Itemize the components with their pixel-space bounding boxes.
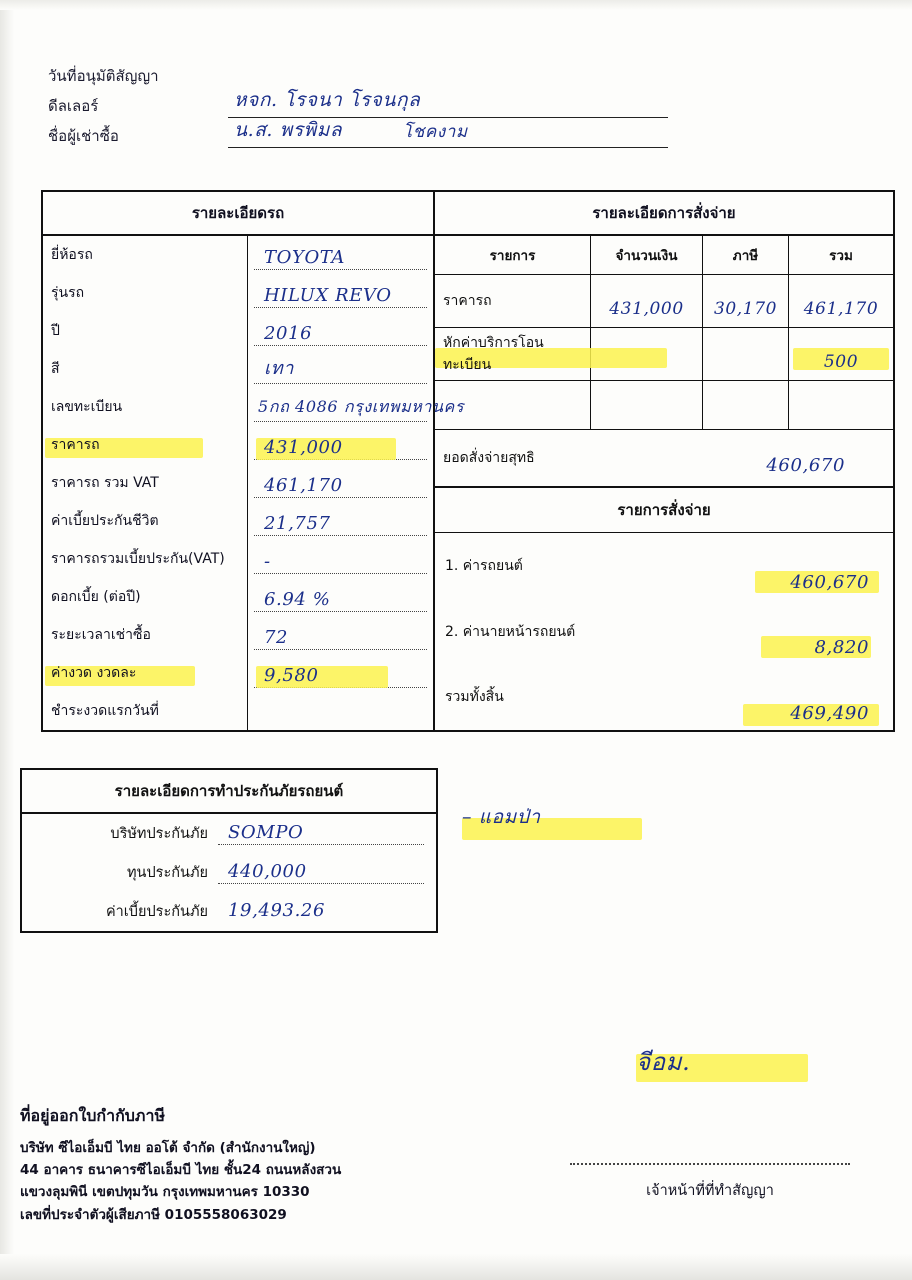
header-value-lessee-lastname: โชคงาม bbox=[403, 122, 468, 142]
table-row bbox=[43, 236, 433, 274]
payout-table-header bbox=[435, 236, 893, 275]
row-value-cell[interactable] bbox=[247, 236, 433, 274]
cell-item-label: หักค่าบริการโอนทะเบียน bbox=[443, 335, 544, 373]
table-row bbox=[43, 578, 433, 616]
table-row bbox=[43, 540, 433, 578]
column-header-amount: จำนวนเงิน bbox=[591, 236, 703, 274]
row-label: ดอกเบี้ย (ต่อปี) bbox=[51, 589, 141, 605]
table-row bbox=[43, 502, 433, 540]
row-value: SOMPO bbox=[228, 822, 304, 843]
cell-vat[interactable] bbox=[703, 275, 789, 327]
cell-total-value: 461,170 bbox=[803, 299, 879, 319]
row-value-cell[interactable] bbox=[218, 853, 436, 892]
row-value: TOYOTA bbox=[264, 247, 346, 268]
list-item bbox=[435, 533, 893, 599]
car-details-rows bbox=[43, 236, 465, 730]
annotation-text: จีอม. bbox=[636, 1048, 691, 1076]
net-payout-label: ยอดสั่งจ่ายสุทธิ bbox=[443, 450, 535, 466]
table-row bbox=[43, 274, 433, 312]
footer-line: บริษัท ซีไอเอ็มบี ไทย ออโต้ จำกัด (สำนักงานใหญ่) bbox=[20, 1139, 316, 1156]
dotted-line bbox=[254, 345, 427, 346]
annotation-note bbox=[462, 802, 648, 832]
column-header-vat: ภาษี bbox=[703, 236, 789, 274]
table-row bbox=[43, 692, 433, 730]
header-row-approval-date bbox=[48, 58, 668, 88]
table-row bbox=[43, 426, 433, 464]
row-label: ราคารถ รวม VAT bbox=[51, 475, 159, 491]
dotted-line bbox=[254, 573, 427, 574]
row-value-cell[interactable] bbox=[247, 578, 433, 616]
row-value-cell[interactable] bbox=[247, 426, 433, 464]
signature-line[interactable] bbox=[570, 1162, 850, 1165]
cell-vat bbox=[703, 381, 789, 429]
payout-details-title: รายละเอียดการสั่งจ่าย bbox=[435, 192, 893, 236]
car-details-title: รายละเอียดรถ bbox=[43, 192, 433, 236]
annotation-signature-note bbox=[636, 1042, 816, 1081]
row-value-cell[interactable] bbox=[247, 540, 433, 578]
cell-amount-value: 431,000 bbox=[609, 299, 684, 319]
footer-title: ที่อยู่ออกใบกำกับภาษี bbox=[20, 1105, 165, 1125]
row-label: ระยะเวลาเช่าซื้อ bbox=[51, 627, 151, 643]
row-label: บริษัทประกันภัย bbox=[110, 826, 208, 842]
table-row bbox=[435, 328, 893, 381]
payout-details-pane bbox=[435, 192, 893, 730]
column-header-total: รวม bbox=[829, 248, 853, 264]
dotted-line bbox=[254, 269, 427, 270]
table-row bbox=[22, 853, 436, 892]
row-value-cell[interactable] bbox=[218, 814, 436, 853]
cell-vat-value: 30,170 bbox=[713, 299, 778, 319]
dotted-line bbox=[254, 497, 427, 498]
header-label-lessee-name: ชื่อผู้เช่าซื้อ bbox=[48, 127, 119, 145]
signature-block bbox=[560, 1162, 860, 1202]
row-label: สี bbox=[51, 361, 60, 377]
row-label: ค่าเบี้ยประกันภัย bbox=[105, 904, 208, 920]
row-value: 19,493.26 bbox=[228, 900, 326, 921]
header-value-dealer: หจก. โรจนา โรจนกุล bbox=[234, 89, 421, 111]
paper-edge-left bbox=[0, 0, 14, 1280]
payout-item-value: 8,820 bbox=[814, 637, 869, 659]
row-value-cell[interactable] bbox=[247, 502, 433, 540]
dotted-line bbox=[254, 421, 427, 422]
cell-item bbox=[435, 328, 591, 380]
table-row bbox=[43, 616, 433, 654]
dotted-line bbox=[254, 307, 427, 308]
footer-line: แขวงลุมพินี เขตปทุมวัน กรุงเทพมหานคร 10330 bbox=[20, 1184, 310, 1201]
table-row bbox=[43, 464, 433, 502]
cell-total[interactable] bbox=[789, 328, 893, 380]
row-value-cell[interactable] bbox=[247, 312, 433, 350]
row-value: 6.94 % bbox=[264, 589, 331, 610]
table-row bbox=[22, 814, 436, 853]
cell-amount bbox=[591, 381, 703, 429]
row-value: - bbox=[264, 551, 271, 572]
row-value: 461,170 bbox=[264, 475, 343, 496]
row-label: ค่าเบี้ยประกันชีวิต bbox=[51, 513, 159, 529]
dotted-line bbox=[218, 883, 424, 884]
payout-list-title: รายการสั่งจ่าย bbox=[435, 488, 893, 533]
row-label: ทุนประกันภัย bbox=[127, 865, 208, 881]
payout-item-label: รวมทั้งสิ้น bbox=[445, 689, 504, 706]
payout-item-label: 1. ค่ารถยนต์ bbox=[445, 557, 523, 574]
row-value: 72 bbox=[264, 627, 289, 648]
row-value: HILUX REVO bbox=[264, 285, 392, 306]
net-payout-value: 460,670 bbox=[766, 455, 845, 476]
payout-item-label: 2. ค่านายหน้ารถยนต์ bbox=[445, 623, 576, 640]
row-label: เลขทะเบียน bbox=[51, 399, 123, 415]
row-value: 9,580 bbox=[264, 665, 319, 686]
cell-total bbox=[789, 381, 893, 429]
row-value: 5กถ 4086 กรุงเทพมหานคร bbox=[258, 397, 465, 416]
table-row bbox=[43, 350, 433, 388]
row-value: เทา bbox=[264, 358, 294, 379]
net-payout-row bbox=[435, 430, 893, 488]
paper-edge-top bbox=[0, 0, 912, 10]
header-row-dealer bbox=[48, 88, 668, 118]
header-block bbox=[48, 58, 668, 148]
payout-list bbox=[435, 533, 893, 730]
footer-address-block bbox=[20, 1104, 450, 1226]
cell-item-label: ราคารถ bbox=[443, 293, 492, 309]
row-label: ราคารถรวมเบี้ยประกัน(VAT) bbox=[51, 551, 225, 567]
row-label: ยี่ห้อรถ bbox=[51, 247, 93, 263]
cell-total-value: 500 bbox=[823, 352, 859, 372]
row-value-cell[interactable] bbox=[247, 350, 433, 388]
dotted-line bbox=[218, 844, 424, 845]
payout-item-value: 460,670 bbox=[790, 571, 869, 593]
row-value-cell[interactable] bbox=[218, 892, 436, 931]
header-field-lessee-name[interactable] bbox=[228, 119, 668, 148]
list-item bbox=[435, 599, 893, 665]
main-table bbox=[41, 190, 895, 732]
payout-item-value: 469,490 bbox=[790, 703, 869, 725]
row-value-cell[interactable] bbox=[247, 616, 433, 654]
table-row bbox=[435, 275, 893, 328]
dotted-line bbox=[254, 649, 427, 650]
footer-line: 44 อาคาร ธนาคารซีไอเอ็มบี ไทย ชั้น24 ถนนหลังสวน bbox=[20, 1162, 342, 1179]
header-rule-lessee-name bbox=[228, 147, 668, 148]
header-label-approval-date: วันที่อนุมัติสัญญา bbox=[48, 67, 159, 85]
table-row bbox=[43, 388, 465, 426]
cell-total[interactable] bbox=[789, 275, 893, 327]
table-row bbox=[43, 312, 433, 350]
annotation-text: – แอมป่า bbox=[462, 806, 541, 828]
row-value: 431,000 bbox=[264, 437, 343, 458]
car-details-pane bbox=[43, 192, 465, 730]
signature-caption: เจ้าหน้าที่ที่ทำสัญญา bbox=[646, 1183, 774, 1199]
insurance-title: รายละเอียดการทำประกันภัยรถยนต์ bbox=[22, 770, 436, 814]
row-value-cell[interactable] bbox=[247, 464, 433, 502]
table-row bbox=[22, 892, 436, 931]
row-value: 21,757 bbox=[264, 513, 331, 534]
dotted-line bbox=[254, 535, 427, 536]
row-value: 440,000 bbox=[228, 861, 307, 882]
row-label: ชำระงวดแรกวันที่ bbox=[51, 703, 159, 719]
row-value-cell[interactable] bbox=[247, 692, 433, 730]
paper-edge-bottom bbox=[0, 1254, 912, 1280]
cell-amount[interactable] bbox=[591, 275, 703, 327]
table-row-empty bbox=[435, 381, 893, 430]
row-value: 2016 bbox=[264, 323, 313, 344]
list-item bbox=[435, 664, 893, 730]
header-row-lessee-name bbox=[48, 118, 668, 148]
column-header-item: รายการ bbox=[435, 236, 591, 274]
row-label: รุ่นรถ bbox=[51, 285, 85, 301]
row-label: ปี bbox=[51, 323, 60, 339]
row-value-cell[interactable] bbox=[247, 274, 433, 312]
table-row bbox=[43, 654, 433, 692]
cell-vat[interactable] bbox=[703, 328, 789, 380]
row-value-cell[interactable] bbox=[247, 388, 465, 426]
row-value-cell[interactable] bbox=[247, 654, 433, 692]
row-label: ราคารถ bbox=[51, 437, 100, 453]
insurance-table bbox=[20, 768, 438, 933]
header-label-dealer: ดีลเลอร์ bbox=[48, 97, 99, 115]
dotted-line bbox=[254, 611, 427, 612]
row-label: ค่างวด งวดละ bbox=[51, 665, 137, 681]
dotted-line bbox=[254, 383, 427, 384]
cell-item bbox=[435, 275, 591, 327]
footer-line: เลขที่ประจำตัวผู้เสียภาษี 0105558063029 bbox=[20, 1206, 287, 1223]
header-value-lessee-firstname: น.ส. พรพิมล bbox=[234, 119, 343, 141]
